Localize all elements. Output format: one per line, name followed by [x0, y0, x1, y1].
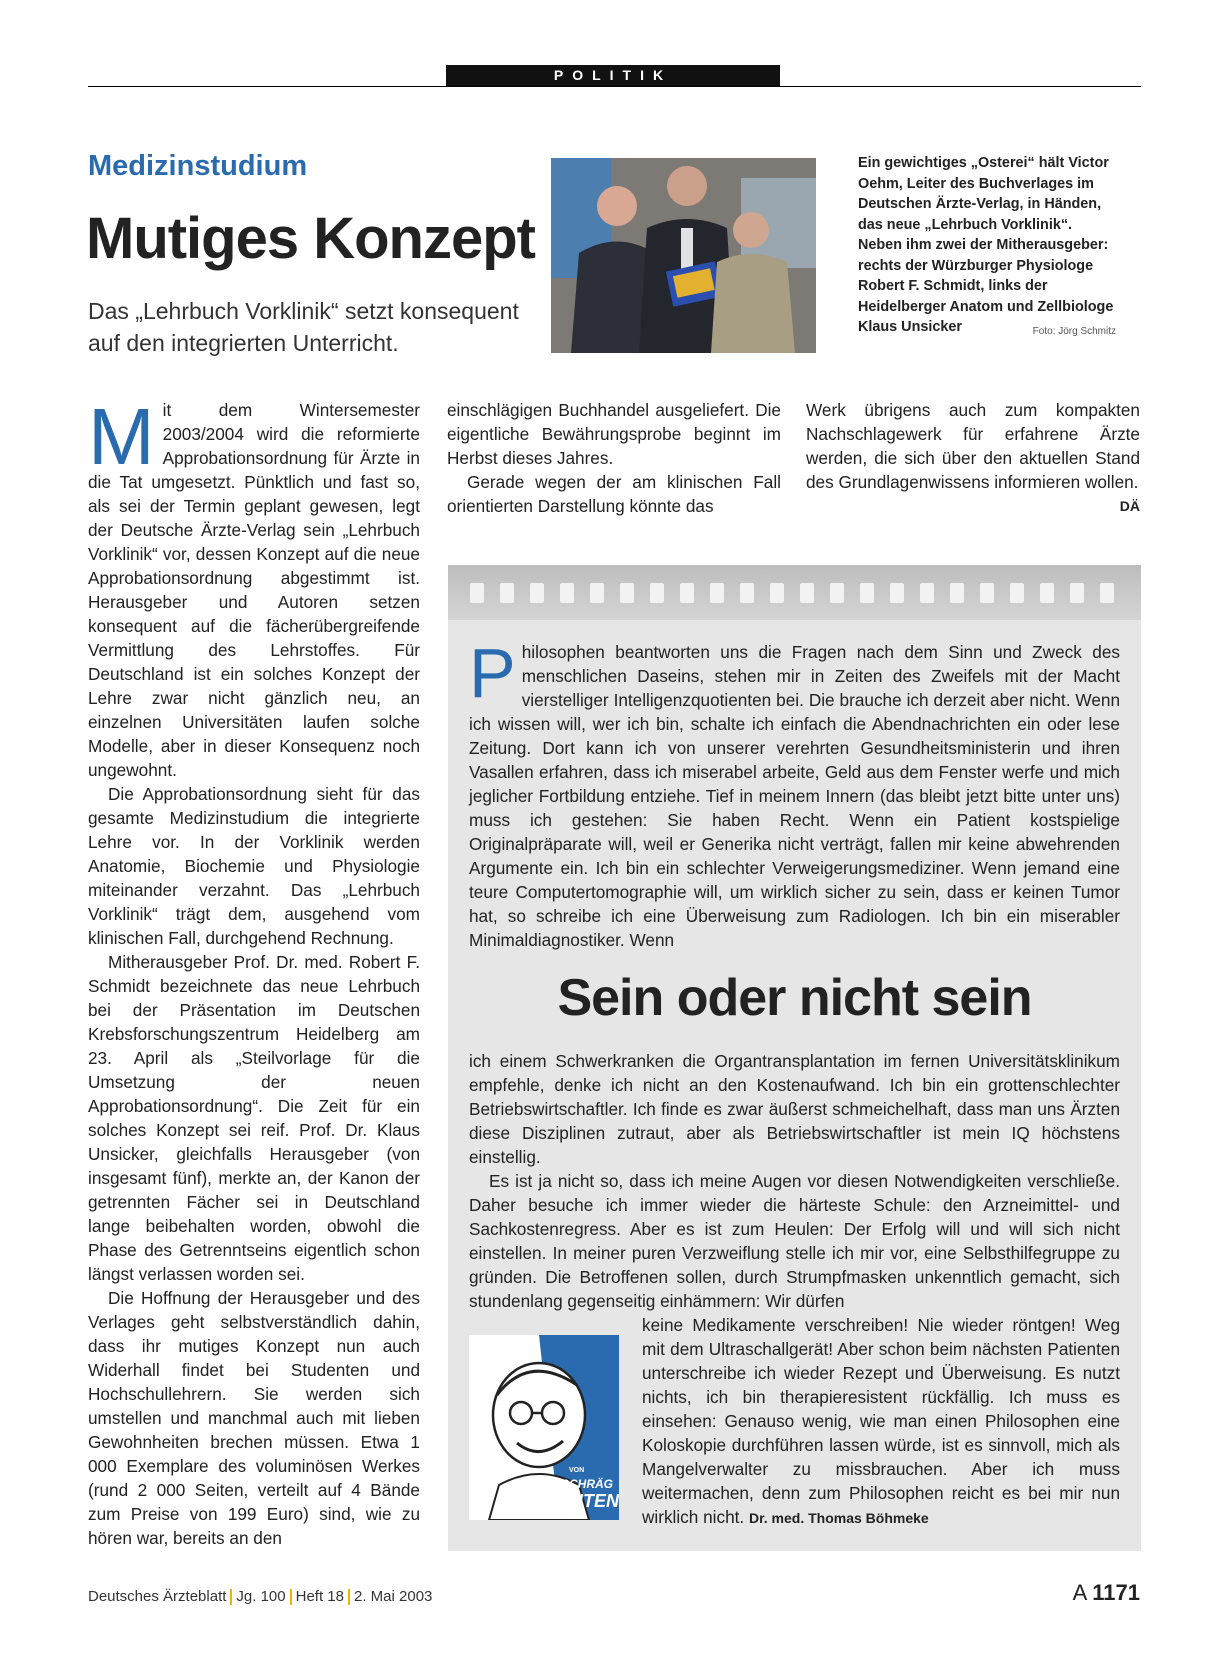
- drop-cap: P: [469, 634, 516, 712]
- paragraph: Die Hoffnung der Herausgeber und des Verlages geht selbstverständlich dahin, dass ihr mutiges Konzept nun auch Widerhall findet bei Studenten und Hochschullehrern. Sie werden sich umstellen und manchmal auch mit lieben Gewohnheiten brechen müssen. Etwa 1 000 Exemplare des voluminösen Werkes (rund 2 000 Seiten, verteilt auf 4 Bände zum Preise von 199 Euro) sind, wie zu hören war, bereits an den: [88, 1288, 420, 1548]
- drop-cap: M: [88, 392, 155, 481]
- column-text-part-2: [469, 1049, 1120, 1313]
- photo-illustration: [551, 158, 816, 353]
- column-text-part-1: [469, 634, 1120, 952]
- volume: Jg. 100: [236, 1588, 286, 1605]
- column-title: Sein oder nicht sein: [557, 969, 1032, 1027]
- top-rule: [88, 86, 1141, 87]
- caption-text: Ein gewichtiges „Osterei“ hält Victor Oehm, Leiter des Buchverlages im Deutschen Ärzte-Verlag, in Händen, das neue „Lehrbuch Vorklinik“. Neben ihm zwei der Mitherausgeber: rechts der Würzburger Physiologe Robert F. Schmidt, links der Heidelberger Anatom und Zellbiologe Klaus Unsicker: [858, 155, 1114, 335]
- paragraph: ich einem Schwerkranken die Organtransplantation im fernen Universitätsklinikum empfehle, denke ich nicht an den Kostenaufwand. Ich bin ein grottenschlechter Betriebswirtschaftler. Ich finde es zwar äußerst schmeichelhaft, dass man uns Ärzten diese Disziplinen zutraut, aber als Betriebswirtschaftler ist mein IQ höchstens einstellig.: [469, 1051, 1120, 1167]
- journal-name: Deutsches Ärzteblatt: [88, 1588, 227, 1605]
- photo-credit: Foto: Jörg Schmitz: [1032, 326, 1116, 337]
- cartoon-label-2: SCHRÄG: [561, 1477, 614, 1491]
- paragraph: Gerade wegen der am klinischen Fall orientierten Darstellung könnte das: [447, 472, 781, 516]
- issue: Heft 18: [295, 1588, 344, 1605]
- photo-caption: [858, 153, 1116, 343]
- paragraph: it dem Wintersemester 2003/2004 wird die reformierte Approbationsordnung für Ärzte in die Tat umgesetzt. Pünktlich und fast so, als sei der Termin geplant gewesen, legt der Deutsche Ärzte-Verlag sein „Lehrbuch Vorklinik“ vor, dessen Konzept auf die neue Approbationsordnung abgestimmt ist. Herausgeber und Autoren setzen konsequent auf die fächerübergreifende Vermittlung des Lehrstoffes. Für Deutschland ist ein solches Konzept der Lehre zwar nicht gänzlich neu, an einzelnen Universitäten laufen solche Modelle, aber in dieser Konsequenz noch ungewohnt.: [88, 400, 420, 780]
- article-column-3: [806, 398, 1140, 518]
- author-cartoon: [469, 1335, 619, 1520]
- paragraph: Es ist ja nicht so, dass ich meine Augen vor diesen Notwendigkeiten verschließe. Daher besuche ich immer wieder die härteste Schule: den Arzneimittel- und Sachkostenregress. Aber es ist zum Heulen: Der Erfolg will und will sich nicht einstellen. In meiner puren Verzweiflung stelle ich mir vor, eine Selbsthilfegruppe zu gründen. Die Betroffenen sollen, durch Strumpfmasken unkenntlich gemacht, sich stundenlang gegenseitig einhämmern: Wir dürfen: [469, 1171, 1120, 1311]
- paragraph: einschlägigen Buchhandel ausgeliefert. Die eigentliche Bewährungsprobe beginnt im Herbst dieses Jahres.: [447, 400, 781, 468]
- section-label: POLITIK: [446, 65, 780, 86]
- page-number: [1073, 1580, 1140, 1606]
- photo: [551, 158, 816, 353]
- paragraph: Mitherausgeber Prof. Dr. med. Robert F. Schmidt bezeichnete das neue Lehrbuch bei der Präsentation im Deutschen Krebsforschungszentrum Heidelberg am 23. April als „Steilvorlage für die Umsetzung der neuen Approbationsordnung“. Die Zeit für ein solches Konzept sei reif. Prof. Dr. Klaus Unsicker, gleichfalls Herausgeber (von insgesamt fünf), merkte an, der Kanon der getrennten Fächer sei in Deutschland lange beibehalten worden, obwohl die Phase des Getrenntseins eigentlich schon längst verlassen worden sei.: [88, 952, 420, 1284]
- article-column-1: [88, 392, 420, 1550]
- paragraph: Die Approbationsordnung sieht für das gesamte Medizinstudium die integrierte Lehre vor. In der Vorklinik werden Anatomie, Biochemie und Physiologie miteinander verzahnt. Das „Lehrbuch Vorklinik“ trägt dem, ausgehend vom klinischen Fall, durchgehend Rechnung.: [88, 784, 420, 948]
- article-signature: DÄ: [1119, 498, 1140, 514]
- deck: Das „Lehrbuch Vorklinik“ setzt konsequent auf den integrierten Unterricht.: [88, 298, 519, 356]
- article-column-2: [447, 398, 781, 518]
- kicker: Medizinstudium: [88, 150, 308, 182]
- page-prefix: A: [1072, 1580, 1087, 1605]
- cartoon-label-1: VON: [569, 1467, 585, 1474]
- column-text-part-3: [642, 1313, 1120, 1530]
- paragraph: Werk übrigens auch zum kompakten Nachschlagewerk für erfahrene Ärzte werden, die sich über den aktuellen Stand des Grundlagenwissens informieren wollen.: [806, 400, 1140, 492]
- filmstrip-decoration: [448, 565, 1141, 620]
- footer: [88, 1588, 432, 1605]
- cartoon-label-3: UNTEN: [557, 1491, 619, 1511]
- headline: Mutiges Konzept: [86, 206, 535, 271]
- paragraph: keine Medikamente verschreiben! Nie wieder röntgen! Weg mit dem Ultraschallgerät! Aber schon beim nächsten Patienten unterschreibe ich wieder Rezept und Überweisung. Es nutzt nichts, ich bin therapieresistent rückfällig. Ich muss es einsehen: Genauso wenig, wie man einen Philosophen eine Koloskopie durchführen lassen würde, ist es sinnvoll, mich als Mangelverwalter zu missbrauchen. Aber ich muss weitermachen, denn zum Philosophen reicht es bei mir nun wirklich nicht.: [642, 1315, 1120, 1527]
- paragraph: hilosophen beantworten uns die Fragen nach dem Sinn und Zweck des menschlichen Daseins, stehen mir in Zeiten des Zweifels mit der Macht vierstelliger Intelligenzquotienten bei. Die brauche ich derzeit aber nicht. Wenn ich wissen will, wer ich bin, schalte ich einfach die Abendnachrichten ein oder lese Zeitung. Dort kann ich von unserer verehrten Gesundheitsministerin und ihren Vasallen erfahren, dass ich miserabel arbeite, Geld aus dem Fenster werfe und mich jeglicher Fortbildung entziehe. Tief in meinem Innern (das bleibt jetzt bitte unter uns) muss ich gestehen: Sie haben Recht. Wenn ein Patient kostspielige Originalpräparate will, weil er Generika nicht verträgt, fallen mir keine abwehrenden Argumente ein. Ich bin ein schlechter Verweigerungsmediziner. Wenn jemand eine teure Computertomographie will, um wirklich sicher zu sein, dass er keinen Tumor hat, so schreibe ich eine Überweisung zum Radiologen. Ich bin ein miserabler Minimaldiagnostiker. Wenn: [469, 642, 1120, 950]
- column-author: Dr. med. Thomas Böhmeke: [748, 1510, 929, 1526]
- date: 2. Mai 2003: [354, 1588, 433, 1605]
- page-number-value: 1171: [1092, 1580, 1140, 1605]
